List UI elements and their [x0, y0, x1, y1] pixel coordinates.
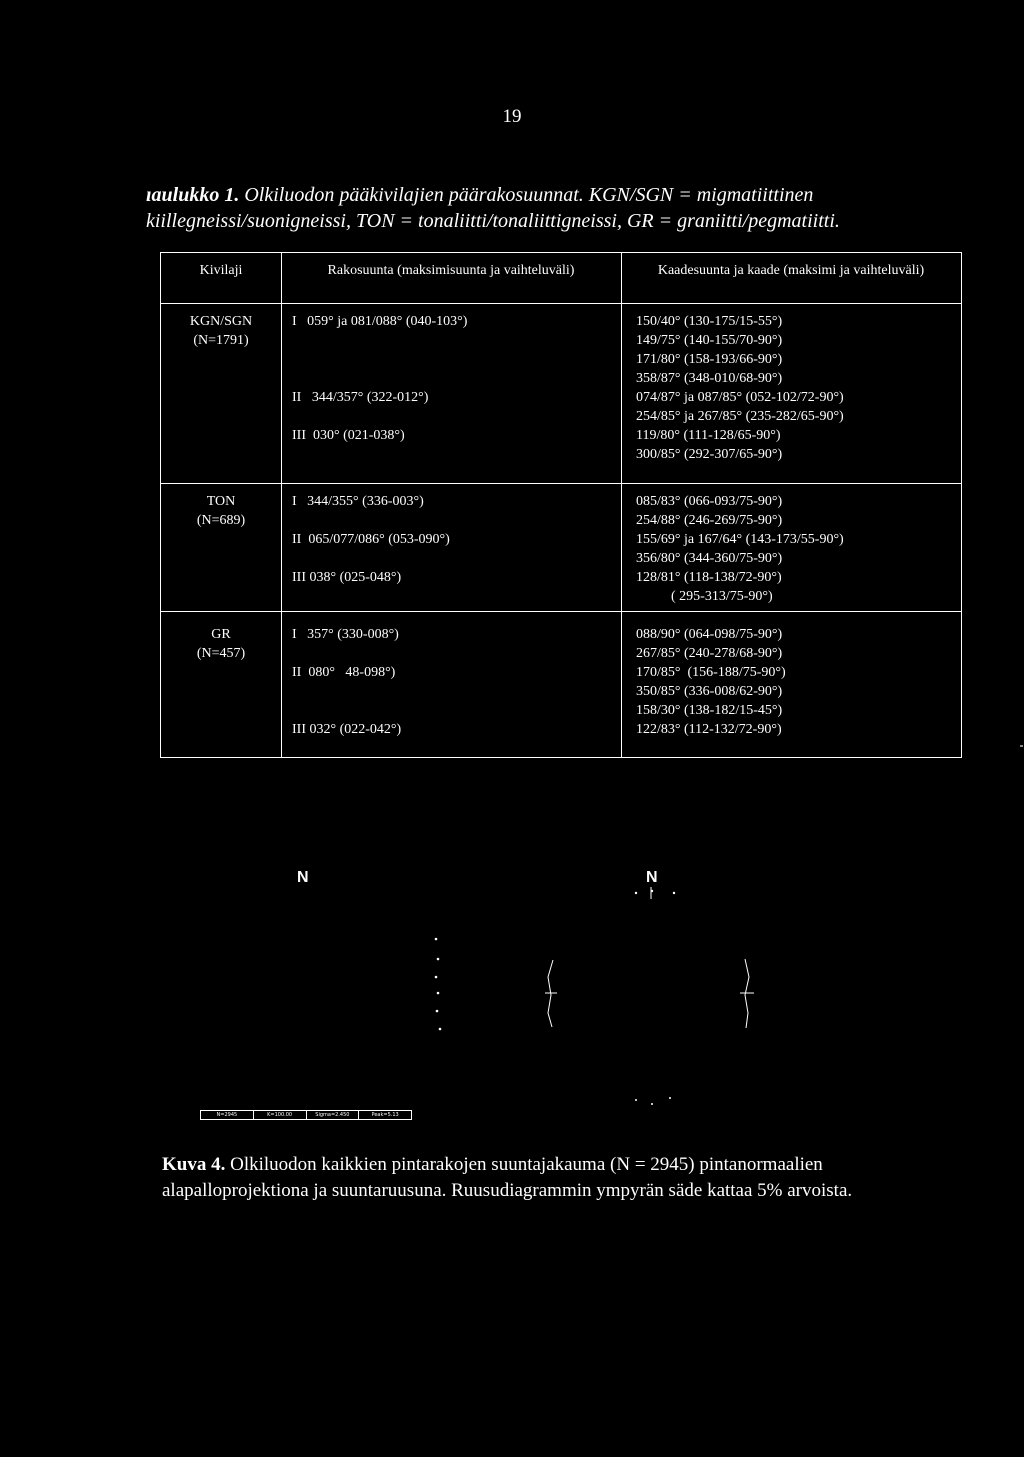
row-ton-rock: TON (N=689): [196, 494, 246, 528]
page-number: 19: [502, 106, 522, 127]
header-strike: Rakosuunta (maksimisuunta ja vaihteluväli): [327, 263, 575, 278]
north-label-left: N: [297, 869, 309, 886]
header-rock-type: Kivilaji: [199, 263, 243, 278]
row-ton-dip: 085/83° (066-093/75-90°) 254/88° (246-269/75-90°) 155/69° ja 167/64° (143-173/55-90°) 356/80° (344-360/75-90°) 128/81° (118-138/72-90°) ( 295-313/75-90°): [636, 494, 844, 604]
table-caption-label: ıaulukko 1.: [146, 184, 240, 206]
header-divider: [161, 303, 961, 304]
table-caption-line-1: [146, 182, 1006, 208]
stereonet-dots: [435, 890, 675, 1105]
row-gr-rock: GR (N=457): [196, 627, 246, 661]
row-kgn-strike: I 059° ja 081/088° (040-103°) II 344/357° (322-012°) III 030° (021-038°): [292, 314, 468, 443]
row-divider: [161, 483, 961, 484]
figure-caption-label: Kuva 4.: [162, 1154, 226, 1175]
column-divider: [281, 253, 282, 757]
row-gr-dip: 088/90° (064-098/75-90°) 267/85° (240-278/68-90°) 170/85° (156-188/75-90°) 350/85° (336-008/62-90°) 158/30° (138-182/15-45°) 122/83° (112-132/72-90°): [636, 627, 786, 737]
row-kgn-dip: 150/40° (130-175/15-55°) 149/75° (140-155/70-90°) 171/80° (158-193/66-90°) 358/87° (348-010/68-90°) 074/87° ja 087/85° (052-102/72-90°) 254/85° ja 267/85° (235-282/65-90°) 119/80° (111-128/65-90°) 300/85° (292-307/65-90°): [636, 314, 844, 462]
rose-petals: [545, 887, 754, 1028]
stereonet-rose-diagram: [200, 855, 820, 1125]
row-gr-strike: I 357° (330-008°) II 080° 48-098°) III 032° (022-042°): [292, 627, 402, 737]
scale-segment-sigma: Sigma=2.450: [307, 1111, 360, 1119]
table-caption-line-2: kiillegneissi/suonigneissi, TON = tonaliitti/tonaliittigneissi, GR = graniitti/pegmatiitti.: [146, 210, 840, 232]
figure-caption: [162, 1152, 902, 1204]
orientation-figure: [200, 855, 820, 1125]
scale-segment-k: K=100.00: [254, 1111, 307, 1119]
fracture-table: [160, 252, 962, 758]
scale-segment-peak: Peak=5.13: [371, 1112, 399, 1118]
scale-segment-n: N=2945: [201, 1111, 254, 1119]
stereonet-scale-bar: [200, 1110, 412, 1120]
row-divider: [161, 611, 961, 612]
header-dip: Kaadesuunta ja kaade (maksimi ja vaihteluväli): [657, 263, 925, 278]
north-label-right: N: [646, 869, 658, 886]
row-kgn-rock: KGN/SGN (N=1791): [189, 314, 253, 348]
table-caption-text-1: Olkiluodon pääkivilajien päärakosuunnat. KGN/SGN = migmatiittinen: [244, 184, 814, 206]
figure-caption-text: Olkiluodon kaikkien pintarakojen suuntajakauma (N = 2945) pintanormaalien alapalloprojektiona ja suuntaruusuna. Ruusudiagrammin ympyrän säde kattaa 5% arvoista.: [162, 1154, 853, 1201]
row-ton-strike: I 344/355° (336-003°) II 065/077/086° (053-090°) III 038° (025-048°): [292, 494, 450, 585]
column-divider: [621, 253, 622, 757]
edge-mark: [1020, 745, 1023, 747]
